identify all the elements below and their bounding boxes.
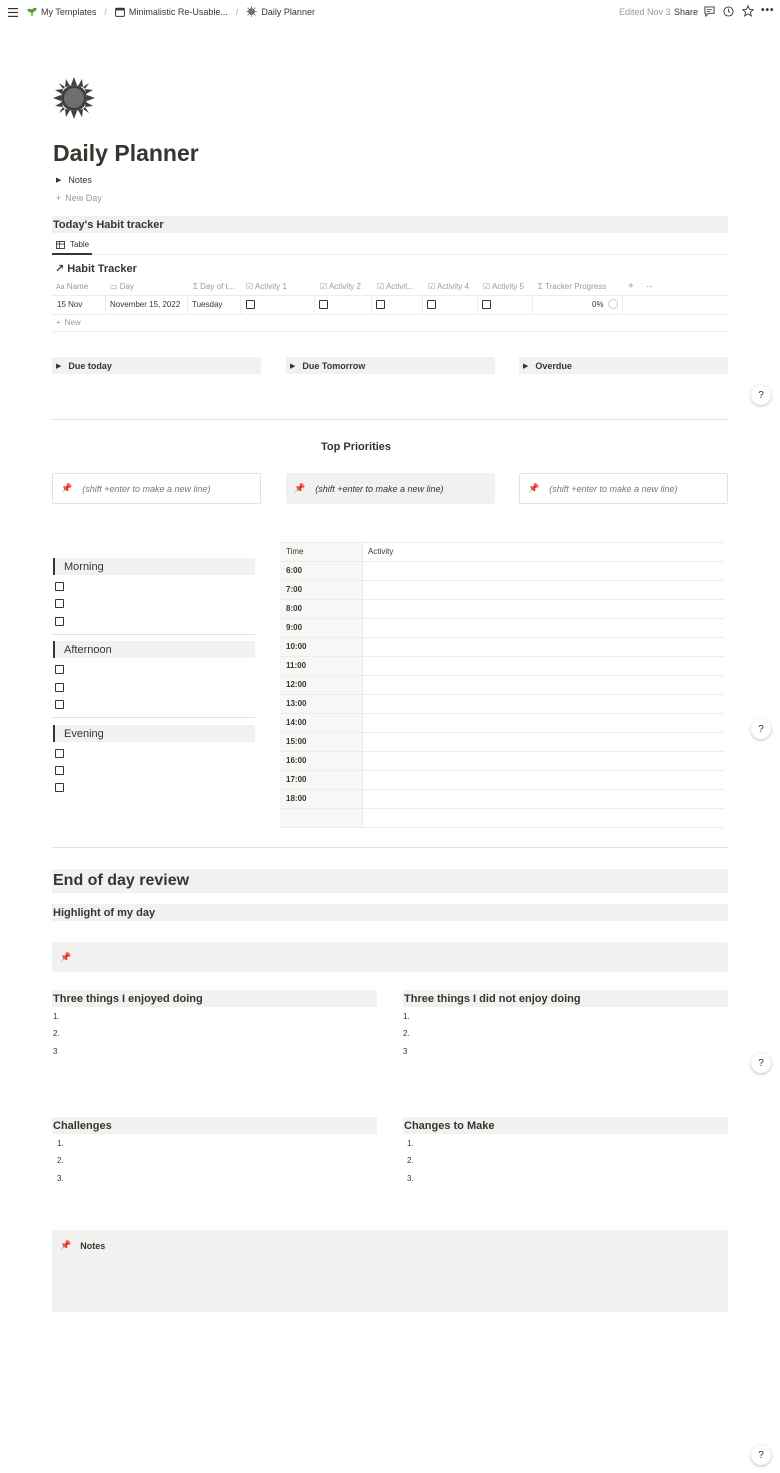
schedule-activity-cell[interactable] <box>363 676 723 694</box>
activity-3-checkbox[interactable] <box>376 300 385 309</box>
schedule-activity-cell[interactable] <box>363 581 723 599</box>
priority-callout-2[interactable] <box>286 473 495 504</box>
pin-icon: 📌 <box>60 1240 72 1250</box>
afternoon-checkbox[interactable] <box>55 700 64 709</box>
schedule-time-cell[interactable]: 8:00 <box>286 604 303 613</box>
overdue-toggle[interactable] <box>519 357 728 374</box>
cell-day[interactable]: November 15, 2022 <box>110 300 181 309</box>
triangle-right-icon: ▶ <box>56 177 62 184</box>
tab-table[interactable] <box>56 240 89 249</box>
edited-timestamp: Edited Nov 3 <box>619 7 671 17</box>
schedule-time-cell[interactable]: 15:00 <box>286 737 307 746</box>
help-button[interactable]: ? <box>751 1053 771 1073</box>
progress-value: 0% <box>592 300 604 309</box>
evening-checkbox[interactable] <box>55 749 64 758</box>
enjoyed-title: Three things I enjoyed doing <box>53 992 203 1005</box>
plus-icon: + <box>56 318 61 327</box>
not-enjoyed-item[interactable]: 2. <box>403 1029 410 1038</box>
schedule-time-cell[interactable]: 12:00 <box>286 680 307 689</box>
help-button[interactable]: ? <box>751 1445 771 1465</box>
new-day-label: New Day <box>65 193 102 203</box>
challenges-item[interactable]: 2. <box>57 1156 64 1165</box>
pin-icon: 📌 <box>61 483 73 493</box>
col-header-name[interactable]: Aa Name <box>56 282 89 291</box>
challenges-heading <box>52 1117 377 1134</box>
schedule-time-cell[interactable]: 7:00 <box>286 585 303 594</box>
new-row-label: New <box>64 318 81 327</box>
new-day-button[interactable] <box>56 193 102 203</box>
review-title: End of day review <box>53 872 190 889</box>
col-header-activity-5[interactable]: ☑ Activity 5 <box>483 282 524 291</box>
schedule-time-cell[interactable]: 10:00 <box>286 642 307 651</box>
triangle-right-icon: ▶ <box>523 362 529 370</box>
schedule-activity-cell[interactable] <box>363 752 723 770</box>
schedule-header-time: Time <box>286 547 304 556</box>
priority-callout-1[interactable] <box>52 473 261 504</box>
table-icon <box>56 240 65 249</box>
challenges-title: Challenges <box>53 1119 112 1132</box>
triangle-right-icon: ▶ <box>56 362 62 370</box>
schedule-time-cell[interactable]: 14:00 <box>286 718 307 727</box>
due-tomorrow-label: Due Tomorrow <box>302 360 366 371</box>
morning-heading <box>53 558 255 575</box>
schedule-activity-cell[interactable] <box>363 771 723 789</box>
sprout-icon <box>27 6 37 17</box>
col-header-tracker-progress[interactable]: Σ Tracker Progress <box>538 282 607 291</box>
schedule-activity-cell[interactable] <box>363 638 723 656</box>
menu-icon[interactable] <box>8 7 18 17</box>
cell-day-of-week: Tuesday <box>192 300 223 309</box>
enjoyed-item[interactable]: 1. <box>53 1012 60 1021</box>
evening-heading <box>53 725 255 742</box>
arrow-up-right-icon: ↗ <box>55 263 65 275</box>
priority-placeholder: (shift +enter to make a new line) <box>315 483 444 494</box>
sun-icon <box>246 6 257 17</box>
clock-icon[interactable] <box>723 6 734 17</box>
highlight-heading <box>52 904 728 921</box>
pin-icon: 📌 <box>60 951 72 962</box>
afternoon-checkbox[interactable] <box>55 665 64 674</box>
habit-section-heading <box>52 216 728 233</box>
more-icon[interactable]: ••• <box>761 5 775 16</box>
schedule-time-cell[interactable]: 17:00 <box>286 775 307 784</box>
review-heading <box>52 869 728 893</box>
col-header-activity-4[interactable]: ☑ Activity 4 <box>428 282 469 291</box>
highlight-title: Highlight of my day <box>53 906 156 919</box>
cell-name[interactable]: 15 Nov <box>57 300 83 309</box>
share-button[interactable]: Share <box>674 7 699 17</box>
changes-title: Changes to Make <box>404 1119 495 1132</box>
morning-checkbox[interactable] <box>55 582 64 591</box>
plus-icon: + <box>56 193 62 203</box>
col-header-activity-2[interactable]: ☑ Activity 2 <box>320 282 361 291</box>
help-button[interactable]: ? <box>751 385 771 405</box>
help-button[interactable]: ? <box>751 719 771 739</box>
priority-placeholder: (shift +enter to make a new line) <box>82 483 211 494</box>
habit-section-title: Today's Habit tracker <box>53 218 164 231</box>
activity-1-checkbox[interactable] <box>246 300 255 309</box>
evening-label: Evening <box>64 727 104 740</box>
evening-checkbox[interactable] <box>55 766 64 775</box>
star-icon[interactable] <box>742 5 754 17</box>
changes-item[interactable]: 1. <box>407 1139 414 1148</box>
changes-item[interactable]: 2. <box>407 1156 414 1165</box>
pin-icon: 📌 <box>528 483 540 493</box>
schedule-time-cell[interactable]: 9:00 <box>286 623 303 632</box>
progress-ring-icon <box>608 299 618 309</box>
afternoon-label: Afternoon <box>64 643 112 656</box>
schedule-header-activity: Activity <box>368 547 394 556</box>
schedule-activity-cell[interactable] <box>363 600 723 618</box>
active-tab-indicator <box>52 253 92 255</box>
db-title[interactable] <box>55 262 137 275</box>
morning-checkbox[interactable] <box>55 599 64 608</box>
comment-icon[interactable] <box>704 6 715 17</box>
morning-label: Morning <box>64 560 104 573</box>
overdue-label: Overdue <box>535 360 572 371</box>
add-column-icon[interactable]: + <box>628 281 634 292</box>
notes-callout[interactable] <box>52 1230 728 1312</box>
breadcrumb <box>27 6 315 17</box>
due-today-label: Due today <box>68 360 112 371</box>
not-enjoyed-item[interactable]: 1. <box>403 1012 410 1021</box>
page-title: Daily Planner <box>53 140 199 166</box>
priority-placeholder: (shift +enter to make a new line) <box>549 483 678 494</box>
schedule-activity-cell[interactable] <box>363 695 723 713</box>
breadcrumb-separator: / <box>235 6 239 17</box>
col-header-day[interactable]: ▭ Day <box>110 282 135 291</box>
highlight-callout[interactable] <box>52 942 728 972</box>
morning-checkbox[interactable] <box>55 617 64 626</box>
schedule-activity-cell[interactable] <box>363 562 723 580</box>
afternoon-checkbox[interactable] <box>55 683 64 692</box>
enjoyed-heading <box>52 990 377 1007</box>
breadcrumb-item-template[interactable]: Minimalistic Re-Usable... <box>128 6 228 17</box>
new-row-button[interactable] <box>56 318 81 327</box>
enjoyed-item[interactable]: 3 <box>53 1047 58 1056</box>
page-sun-icon[interactable] <box>53 77 95 124</box>
schedule-time-cell[interactable]: 13:00 <box>286 699 307 708</box>
schedule-time-cell[interactable]: 11:00 <box>286 661 307 670</box>
challenges-item[interactable]: 3. <box>57 1174 64 1183</box>
notes-toggle[interactable] <box>56 175 92 185</box>
activity-4-checkbox[interactable] <box>427 300 436 309</box>
tab-table-label: Table <box>70 240 90 249</box>
afternoon-heading <box>53 641 255 658</box>
schedule-time-cell[interactable]: 18:00 <box>286 794 307 803</box>
activity-2-checkbox[interactable] <box>319 300 328 309</box>
schedule-activity-cell[interactable] <box>363 619 723 637</box>
changes-heading <box>403 1117 728 1134</box>
due-today-toggle[interactable] <box>52 357 261 374</box>
activity-5-checkbox[interactable] <box>482 300 491 309</box>
not-enjoyed-heading <box>403 990 728 1007</box>
schedule-activity-cell[interactable] <box>363 733 723 751</box>
changes-item[interactable]: 3. <box>407 1174 414 1183</box>
table-row[interactable] <box>52 296 728 314</box>
notes-toggle-label: Notes <box>68 175 92 185</box>
not-enjoyed-item[interactable]: 3 <box>403 1047 408 1056</box>
not-enjoyed-title: Three things I did not enjoy doing <box>404 992 581 1005</box>
breadcrumb-item-daily-planner[interactable]: Daily Planner <box>261 6 315 17</box>
challenges-item[interactable]: 1. <box>57 1139 64 1148</box>
schedule-time-cell[interactable]: 16:00 <box>286 756 307 765</box>
top-bar <box>0 0 780 24</box>
table-header <box>52 279 728 295</box>
schedule-activity-cell[interactable] <box>363 790 723 808</box>
enjoyed-item[interactable]: 2. <box>53 1029 60 1038</box>
breadcrumb-separator: / <box>104 6 107 17</box>
schedule-row-divider <box>280 808 724 809</box>
triangle-right-icon: ▶ <box>290 362 296 370</box>
schedule-row-divider <box>280 827 724 828</box>
notes-title: Notes <box>80 1240 106 1251</box>
calendar-icon <box>115 6 125 17</box>
schedule-activity-cell[interactable] <box>363 714 723 732</box>
schedule-time-cell[interactable]: 6:00 <box>286 566 303 575</box>
col-header-activity-1[interactable]: ☑ Activity 1 <box>246 282 287 291</box>
evening-checkbox[interactable] <box>55 783 64 792</box>
due-tomorrow-toggle[interactable] <box>286 357 495 374</box>
breadcrumb-item-my-templates[interactable]: My Templates <box>41 6 97 17</box>
db-title-text: Habit Tracker <box>67 262 137 275</box>
pin-icon: 📌 <box>294 483 306 493</box>
col-header-activity-3[interactable]: ☑ Activit... <box>377 282 414 291</box>
schedule-activity-cell[interactable] <box>363 657 723 675</box>
top-priorities-title: Top Priorities <box>320 441 392 453</box>
priority-callout-3[interactable] <box>519 473 728 504</box>
col-header-day-of-week[interactable]: Σ Day of t... <box>193 282 235 291</box>
more-options-icon[interactable]: ··· <box>646 281 652 291</box>
